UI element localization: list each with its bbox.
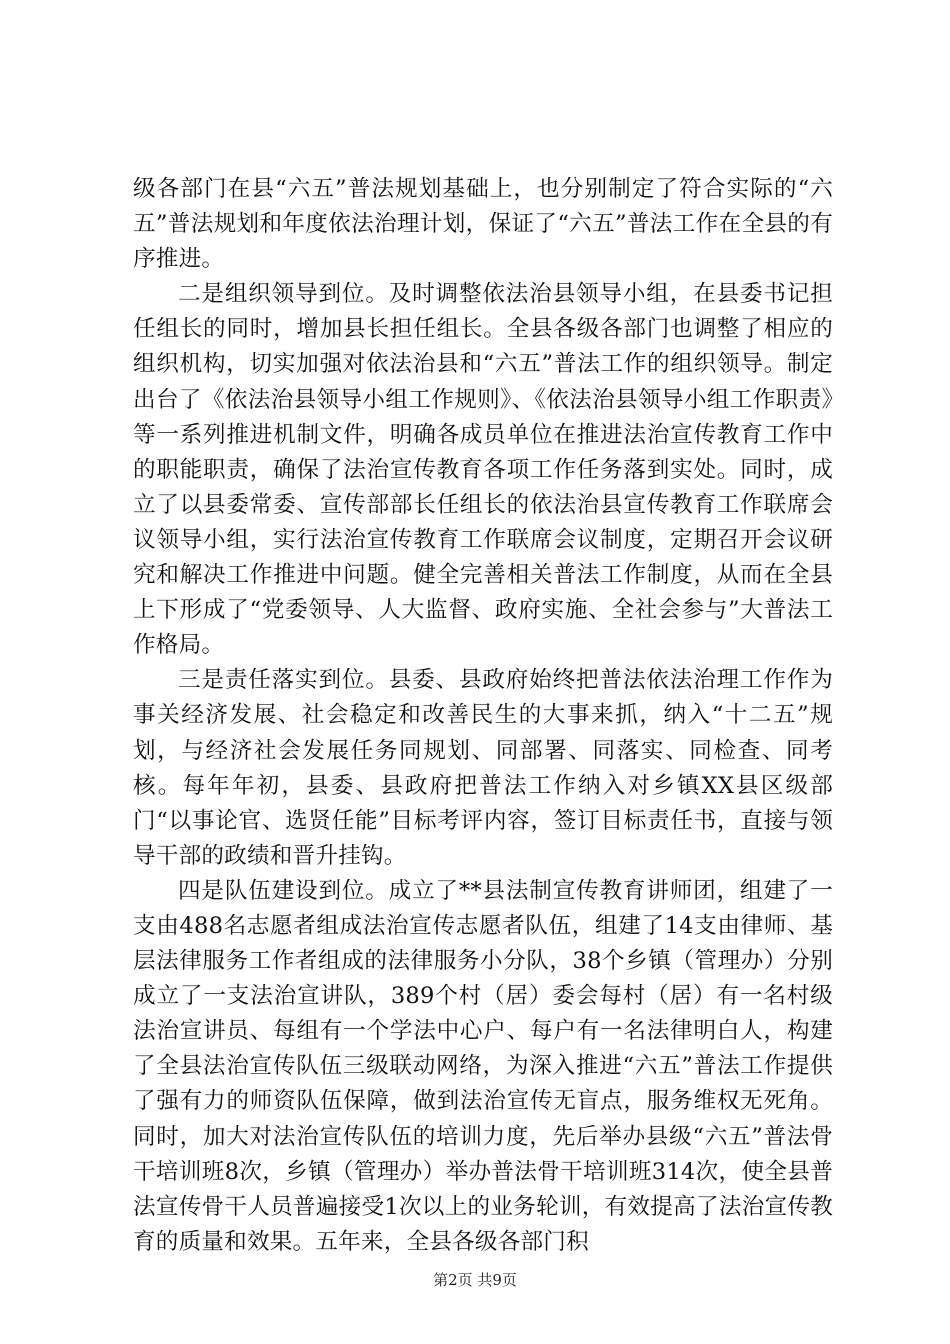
page-number-footer: 第2页 共9页	[433, 1271, 517, 1289]
paragraph-responsibility: 三是责任落实到位。县委、县政府始终把普法依法治理工作作为事关经济发展、社会稳定和改善民生的大事来抓，纳入“十二五”规划，与经济社会发展任务同规划、同部署、同落实、同检查、同考核。每年年初，县委、县政府把普法工作纳入对乡镇XX县区级部门“以事论官、选贤任能”目标考评内容，签订目标责任书，直接与领导干部的政绩和晋升挂钩。	[133, 667, 833, 869]
paragraph-organization-leadership: 二是组织领导到位。及时调整依法治县领导小组，在县委书记担任组长的同时，增加县长担任组长。全县各级各部门也调整了相应的组织机构，切实加强对依法治县和“六五”普法工作的组织领导。制定出台了《依法治县领导小组工作规则》、《依法治县领导小组工作职责》等一系列推进机制文件，明确各成员单位在推进法治宣传教育工作中的职能职责，确保了法治宣传教育各项工作任务落到实处。同时，成立了以县委常委、宣传部部长任组长的依法治县宣传教育工作联席会议领导小组，实行法治宣传教育工作联席会议制度，定期召开会议研究和解决工作推进中问题。健全完善相关普法工作制度，从而在全县上下形成了“党委领导、人大监督、政府实施、全社会参与”大普法工作格局。	[133, 281, 833, 659]
document-body	[133, 172, 833, 1260]
paragraph-continuation: 级各部门在县“六五”普法规划基础上，也分别制定了符合实际的“六五”普法规划和年度依法治理计划，保证了“六五”普法工作在全县的有序推进。	[133, 176, 833, 273]
paragraph-team-building: 四是队伍建设到位。成立了**县法制宣传教育讲师团，组建了一支由488名志愿者组成法治宣传志愿者队伍，组建了14支由律师、基层法律服务工作者组成的法律服务小分队，38个乡镇（管理办）分别成立了一支法治宣讲队，389个村（居）委会每村（居）有一名村级法治宣讲员、每组有一个学法中心户、每户有一名法律明白人，构建了全县法治宣传队伍三级联动网络，为深入推进“六五”普法工作提供了强有力的师资队伍保障，做到法治宣传无盲点，服务维权无死角。同时，加大对法治宣传队伍的培训力度，先后举办县级“六五”普法骨干培训班8次，乡镇（管理办）举办普法骨干培训班314次，使全县普法宣传骨干人员普遍接受1次以上的业务轮训，有效提高了法治宣传教育的质量和效果。五年来，全县各级各部门积	[133, 877, 833, 1255]
